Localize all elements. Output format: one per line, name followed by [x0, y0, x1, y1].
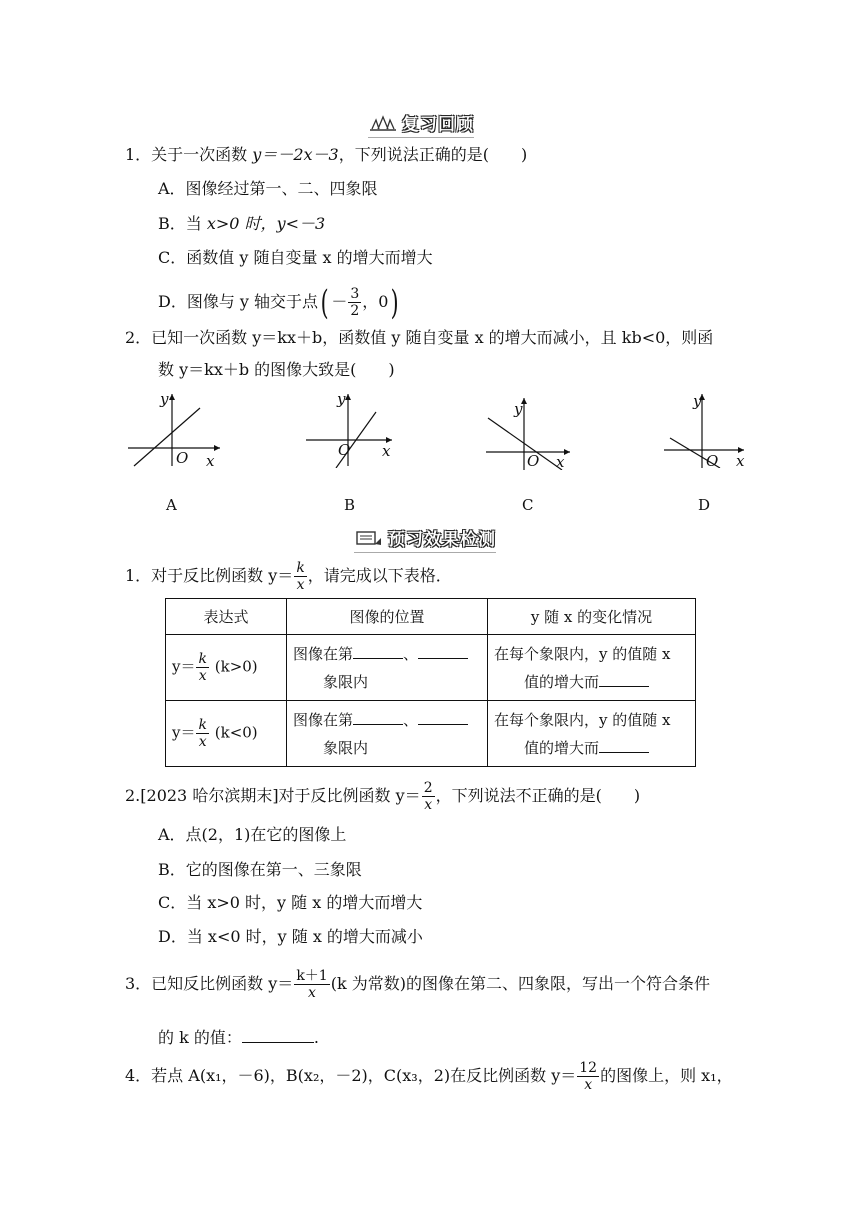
preview-3-stem: 3．已知反比例函数 y＝ $\frac{k+1}{x}$ (k 为常数)的图像在第二、四象限，写出一个符合条件	[125, 968, 710, 1001]
graph-c-y-label: y	[514, 400, 523, 418]
question-1-option-c: C．函数值 y 随自变量 x 的增大而增大	[158, 248, 433, 267]
section-title: 预习效果检测	[388, 530, 496, 550]
graph-a-label: A	[166, 496, 177, 514]
question-2-line-2: 数 y＝kx＋b 的图像大致是( )	[158, 360, 395, 379]
graph-d-x-label: x	[736, 452, 745, 470]
answer-blank[interactable]	[353, 710, 403, 725]
table-row: y＝ $\frac{k}{x}$ (k>0) 图像在第 、 象限内 在每个象限内，y 的值随 x 值的增大而	[166, 635, 696, 701]
graph-d-label: D	[698, 496, 711, 514]
book-icon	[354, 529, 384, 547]
answer-blank[interactable]	[418, 644, 468, 659]
section-header-preview	[354, 525, 496, 550]
table-header-change: y 随 x 的变化情况	[488, 599, 696, 635]
graph-a-x-label: x	[206, 452, 215, 470]
question-2-line-1: 2．已知一次函数 y＝kx＋b，函数值 y 随自变量 x 的增大而减小，且 kb<0，则函	[125, 328, 714, 347]
graph-c-origin: O	[527, 452, 540, 470]
section-title: 复习回顾	[402, 115, 474, 135]
preview-2-option-d: D．当 x<0 时，y 随 x 的增大而减小	[158, 927, 423, 946]
preview-2-stem: 2.[2023 哈尔滨期末]对于反比例函数 y＝ $\frac{2}{x}$ ，下列说法不正确的是( )	[125, 780, 641, 813]
graph-a-origin: O	[176, 449, 189, 467]
answer-blank[interactable]	[418, 710, 468, 725]
preview-2-option-b: B．它的图像在第一、三象限	[158, 860, 362, 879]
question-1-option-b: B．当 x>0 时，y<－3	[158, 214, 326, 233]
function-table	[165, 598, 696, 767]
question-1-option-a: A．图像经过第一、二、四象限	[158, 179, 378, 198]
graph-c-label: C	[522, 496, 534, 514]
graph-d-y-label: y	[693, 392, 702, 410]
answer-blank[interactable]	[599, 738, 649, 753]
answer-blank[interactable]	[353, 644, 403, 659]
lotus-icon	[368, 114, 398, 132]
preview-4-stem: 4．若点 A(x₁，－6)，B(x₂，－2)，C(x₃，2)在反比例函数 y＝ $\frac{12}{x}$ 的图像上，则 x₁，	[125, 1060, 733, 1093]
preview-1-stem: 1．对于反比例函数 y＝ $\frac{k}{x}$ ，请完成以下表格．	[125, 560, 452, 593]
answer-blank[interactable]	[242, 1028, 314, 1043]
graph-b-x-label: x	[382, 442, 391, 460]
graph-b-label: B	[344, 496, 356, 514]
table-header-expr: 表达式	[166, 599, 287, 635]
preview-3-line-2: 的 k 的值： .	[158, 1028, 319, 1047]
table-row: y＝ $\frac{k}{x}$ (k<0) 图像在第 、 象限内 在每个象限内，y 的值随 x 值的增大而	[166, 701, 696, 767]
question-1-option-d: D．图像与 y 轴交于点( － $\frac{3}{2}$ ，0)	[158, 282, 400, 323]
graph-c-x-label: x	[556, 453, 565, 471]
graph-b-y-label: y	[337, 390, 346, 408]
question-1-stem: 1．关于一次函数 y＝－2x－3，下列说法正确的是( )	[125, 145, 528, 164]
graph-a-y-label: y	[160, 390, 169, 408]
table-header-position: 图像的位置	[287, 599, 488, 635]
preview-2-option-a: A．点(2，1)在它的图像上	[158, 825, 347, 844]
graph-b-origin: O	[338, 441, 351, 459]
answer-blank[interactable]	[599, 672, 649, 687]
section-header-review	[368, 110, 474, 135]
preview-2-option-c: C．当 x>0 时，y 随 x 的增大而增大	[158, 893, 423, 912]
graph-d-origin: O	[706, 452, 719, 470]
